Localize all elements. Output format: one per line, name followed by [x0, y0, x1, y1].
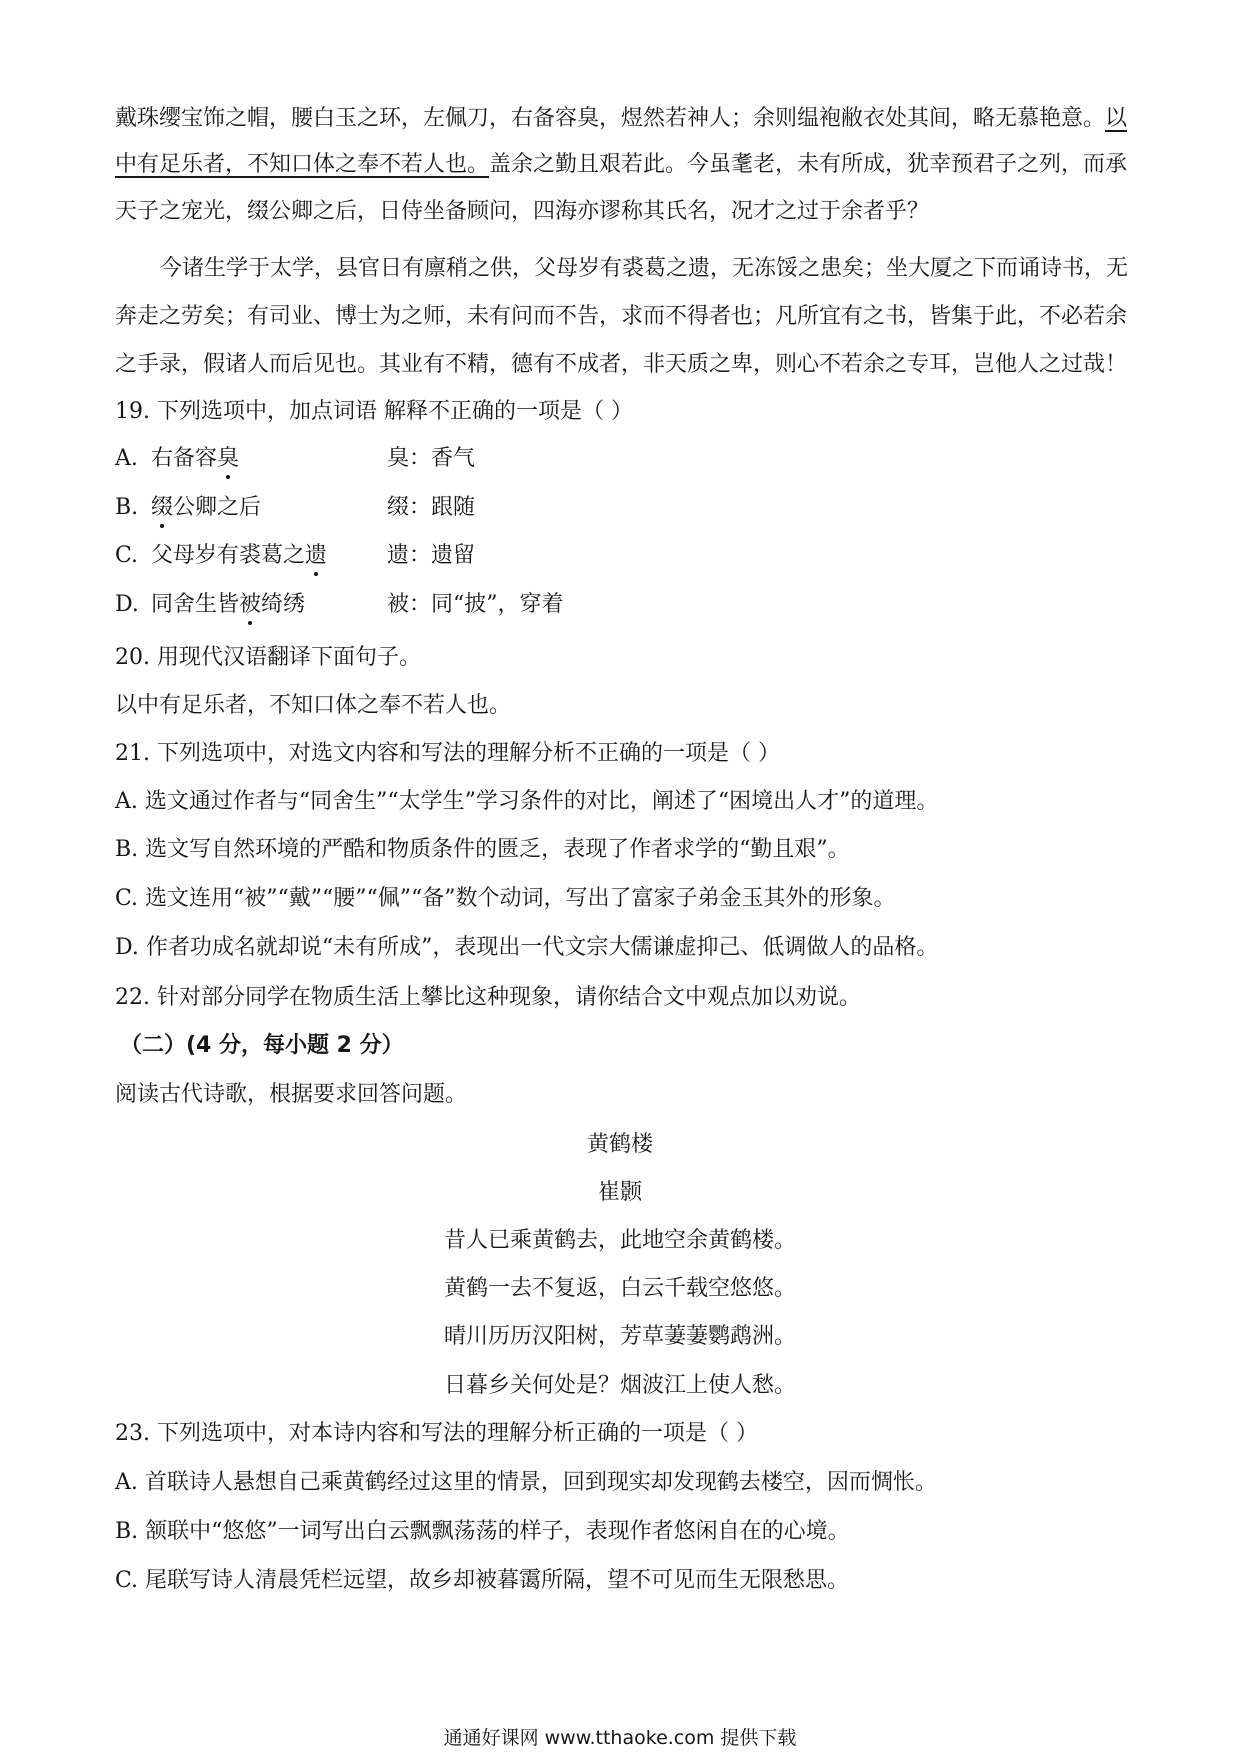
question-20-sentence: 以中有足乐者，不知口体之奉不若人也。	[115, 693, 512, 718]
poem-line: 昔人已乘黄鹤去，此地空余黄鹤楼。	[443, 1228, 796, 1253]
q19-option-a: A. 右备容臭 臭：香气	[115, 444, 239, 474]
q19-option-b: B. 缀公卿之后 缀：跟随	[115, 493, 261, 523]
q21-option-c: C. 选文连用“被”“戴”“腰”“佩”“备”数个动词，写出了富家子弟金玉其外的形象。	[115, 886, 896, 911]
underlined-sentence-start: 以	[1105, 106, 1128, 131]
passage-line-1: 戴珠缨宝饰之帽，腰白玉之环，左佩刀，右备容臭，煜然若神人；余则缊袍敝衣处其间，略无慕艳意。以	[115, 106, 1128, 131]
question-19-stem: 19. 下列选项中，加点词语 解释不正确的一项是（ ）	[115, 399, 633, 424]
passage-line-5: 奔走之劳矣；有司业、博士为之师，未有问而不告，求而不得者也；凡所宜有之书，皆集于此，不必若余	[115, 304, 1128, 329]
section-2-instruction: 阅读古代诗歌，根据要求回答问题。	[115, 1082, 468, 1107]
q19-gloss-c: 遗：遗留	[387, 543, 476, 568]
q19-gloss-a: 臭：香气	[387, 446, 476, 471]
footer-source: 通通好课网 www.tthaoke.com 提供下载	[443, 1727, 797, 1749]
poem-line: 晴川历历汉阳树，芳草萋萋鹦鹉洲。	[443, 1324, 796, 1349]
emphasis-dot-char: 臭	[217, 444, 239, 474]
q23-option-b: B. 颔联中“悠悠”一词写出白云飘飘荡荡的样子，表现作者悠闲自在的心境。	[115, 1519, 850, 1544]
passage-line-6: 之手录，假诸人而后见也。其业有不精，德有不成者，非天质之卑，则心不若余之专耳，岂他人之过哉！	[115, 352, 1128, 377]
poem-title: 黄鹤楼	[586, 1132, 653, 1157]
poem-author: 崔颢	[597, 1180, 642, 1205]
q21-option-d: D. 作者功成名就却说“未有所成”，表现出一代文宗大儒谦虚抑己、低调做人的品格。	[115, 935, 939, 960]
q19-option-c: C. 父母岁有裘葛之遗 遗：遗留	[115, 541, 327, 571]
passage-line-3: 天子之宠光，缀公卿之后，日侍坐备顾问，四海亦谬称其氏名，况才之过于余者乎？	[115, 199, 930, 224]
passage-line-4: 今诸生学于太学，县官日有廪稍之供，父母岁有裘葛之遗，无冻馁之患矣；坐大厦之下而诵诗书，无	[160, 256, 1129, 281]
emphasis-dot-char: 遗	[305, 541, 327, 571]
q23-option-c: C. 尾联写诗人清晨凭栏远望，故乡却被暮霭所隔，望不可见而生无限愁思。	[115, 1568, 850, 1593]
q21-option-a: A. 选文通过作者与“同舍生”“太学生”学习条件的对比，阐述了“困境出人才”的道理。	[115, 789, 939, 814]
emphasis-dot-char: 缀	[151, 493, 173, 523]
q19-gloss-b: 缀：跟随	[387, 495, 476, 520]
section-2-heading: （二）(4 分，每小题 2 分）	[120, 1033, 404, 1058]
q21-option-b: B. 选文写自然环境的严酷和物质条件的匮乏，表现了作者求学的“勤且艰”。	[115, 837, 850, 862]
question-20-stem: 20. 用现代汉语翻译下面句子。	[115, 645, 421, 670]
q19-option-d: D. 同舍生皆被绮绣 被：同“披”，穿着	[115, 590, 305, 620]
emphasis-dot-char: 被	[239, 590, 261, 620]
poem-line: 日暮乡关何处是？烟波江上使人愁。	[443, 1373, 796, 1398]
poem-line: 黄鹤一去不复返，白云千载空悠悠。	[443, 1276, 796, 1301]
question-23-stem: 23. 下列选项中，对本诗内容和写法的理解分析正确的一项是（ ）	[115, 1421, 758, 1446]
q19-gloss-d: 被：同“披”，穿着	[387, 592, 564, 617]
question-22-stem: 22. 针对部分同学在物质生活上攀比这种现象，请你结合文中观点加以劝说。	[115, 985, 861, 1010]
underlined-sentence: 中有足乐者，不知口体之奉不若人也。	[115, 152, 490, 177]
passage-line-2: 中有足乐者，不知口体之奉不若人也。盖余之勤且艰若此。今虽耄老，未有所成，犹幸预君子之列，而承	[115, 152, 1128, 177]
q23-option-a: A. 首联诗人悬想自己乘黄鹤经过这里的情景，回到现实却发现鹤去楼空，因而惆怅。	[115, 1470, 937, 1495]
question-21-stem: 21. 下列选项中，对选文内容和写法的理解分析不正确的一项是（ ）	[115, 741, 780, 766]
